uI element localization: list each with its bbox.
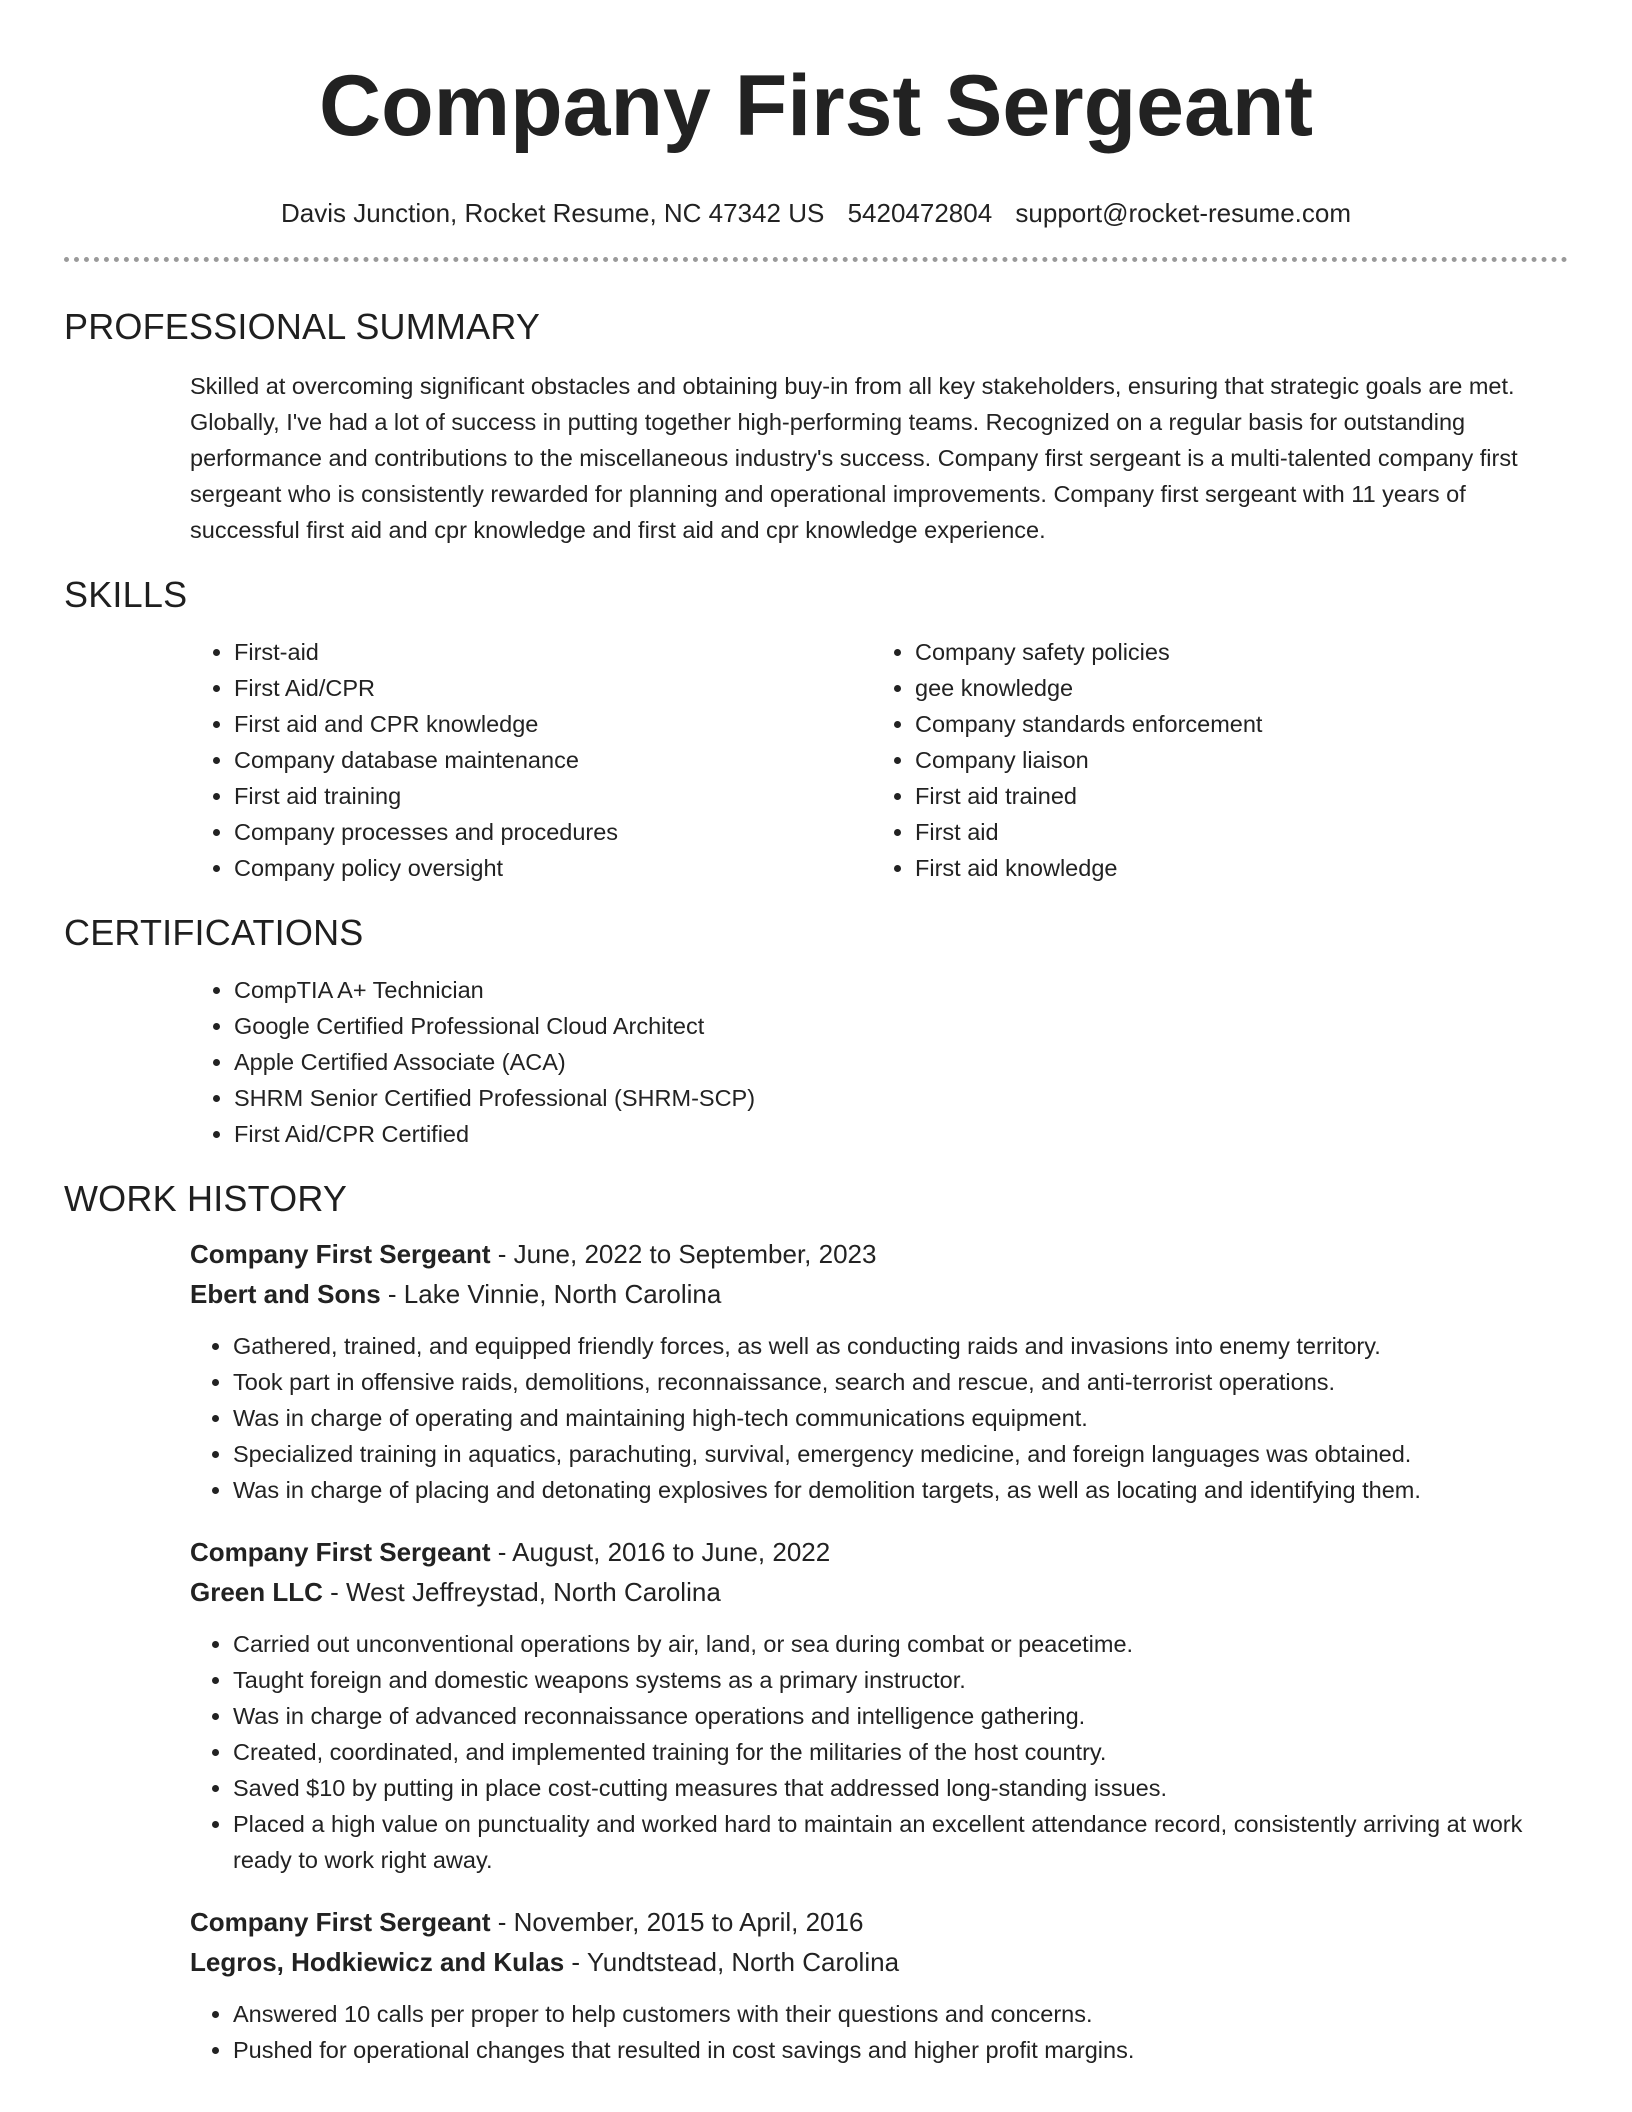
list-item: • Company safety policies <box>915 634 1552 670</box>
job-entry <box>190 1234 1552 1508</box>
list-item: • Company database maintenance <box>234 742 871 778</box>
list-item: • Company processes and procedures <box>234 814 871 850</box>
job-role: Company First Sergeant <box>190 1239 491 1269</box>
list-item: • Was in charge of placing and detonating explosives for demolition targets, as well as locating and identifying them. <box>233 1472 1552 1508</box>
contact-line <box>0 198 1632 229</box>
job-company-line <box>190 1572 1552 1612</box>
skills-section <box>190 634 1552 886</box>
list-item: • Created, coordinated, and implemented training for the militaries of the host country. <box>233 1734 1552 1770</box>
job-title-line <box>190 1532 1552 1572</box>
certifications-list <box>190 972 1552 1152</box>
job-dates: - June, 2022 to September, 2023 <box>490 1239 877 1269</box>
job-title-line <box>190 1902 1552 1942</box>
list-item: • SHRM Senior Certified Professional (SHRM-SCP) <box>234 1080 1552 1116</box>
job-company-line <box>190 1274 1552 1314</box>
list-item: • First aid and CPR knowledge <box>234 706 871 742</box>
contact-address: Davis Junction, Rocket Resume, NC 47342 US <box>280 198 825 228</box>
list-item: • First aid training <box>234 778 871 814</box>
job-entry <box>190 1532 1552 1878</box>
list-item: • Google Certified Professional Cloud Architect <box>234 1008 1552 1044</box>
list-item: • Apple Certified Associate (ACA) <box>234 1044 1552 1080</box>
work-history-heading: WORK HISTORY <box>64 1178 348 1219</box>
list-item: • First aid knowledge <box>915 850 1552 886</box>
list-item: • CompTIA A+ Technician <box>234 972 1552 1008</box>
certifications-section <box>190 972 1552 1152</box>
certifications-heading: CERTIFICATIONS <box>64 912 364 953</box>
list-item: • First-aid <box>234 634 871 670</box>
list-item: • First Aid/CPR Certified <box>234 1116 1552 1152</box>
contact-phone: 5420472804 <box>847 198 993 228</box>
list-item: • First aid trained <box>915 778 1552 814</box>
list-item: • Placed a high value on punctuality and worked hard to maintain an excellent attendance record, consistently arriving at work ready to work right away. <box>233 1806 1552 1878</box>
summary-section <box>190 368 1552 548</box>
job-entry <box>190 1902 1552 2068</box>
resume-name: Company First Sergeant <box>319 58 1313 154</box>
job-company: Green LLC <box>190 1577 323 1607</box>
skills-heading: SKILLS <box>64 574 188 615</box>
contact-email: support@rocket-resume.com <box>1015 198 1352 228</box>
list-item: • Was in charge of operating and maintaining high-tech communications equipment. <box>233 1400 1552 1436</box>
job-location: - Yundtstead, North Carolina <box>564 1947 900 1977</box>
skills-list-right <box>871 634 1552 886</box>
job-role: Company First Sergeant <box>190 1537 491 1567</box>
job-location: - West Jeffreystad, North Carolina <box>322 1577 721 1607</box>
job-dates: - August, 2016 to June, 2022 <box>490 1537 831 1567</box>
list-item: • Answered 10 calls per proper to help customers with their questions and concerns. <box>233 1996 1552 2032</box>
list-item: • Pushed for operational changes that resulted in cost savings and higher profit margins. <box>233 2032 1552 2068</box>
list-item: • Saved $10 by putting in place cost-cutting measures that addressed long-standing issues. <box>233 1770 1552 1806</box>
job-company: Ebert and Sons <box>190 1279 381 1309</box>
job-dates: - November, 2015 to April, 2016 <box>490 1907 864 1937</box>
list-item: • Gathered, trained, and equipped friendly forces, as well as conducting raids and invasions into enemy territory. <box>233 1328 1552 1364</box>
list-item: • Specialized training in aquatics, parachuting, survival, emergency medicine, and foreign languages was obtained. <box>233 1436 1552 1472</box>
work-history-section <box>190 1234 1552 2068</box>
job-role: Company First Sergeant <box>190 1907 491 1937</box>
list-item: • Took part in offensive raids, demolitions, reconnaissance, search and rescue, and anti-terrorist operations. <box>233 1364 1552 1400</box>
job-company-line <box>190 1942 1552 1982</box>
list-item: • Carried out unconventional operations by air, land, or sea during combat or peacetime. <box>233 1626 1552 1662</box>
list-item: • Taught foreign and domestic weapons systems as a primary instructor. <box>233 1662 1552 1698</box>
summary-text: Skilled at overcoming significant obstacles and obtaining buy-in from all key stakeholders, ensuring that strategic goals are met. Globally, I've had a lot of success in putting together high-performing teams. Recognized on a regular basis for outstanding performance and contributions to the miscellaneous industry's success. Company first sergeant is a multi-talented company first sergeant who is consistently rewarded for planning and operational improvements. Company first sergeant with 11 years of successful first aid and cpr knowledge and first aid and cpr knowledge experience. <box>190 373 1518 543</box>
list-item: • First Aid/CPR <box>234 670 871 706</box>
job-bullets <box>189 1626 1552 1878</box>
list-item: • Was in charge of advanced reconnaissance operations and intelligence gathering. <box>233 1698 1552 1734</box>
header-divider <box>64 257 1568 262</box>
list-item: • Company liaison <box>915 742 1552 778</box>
summary-heading: PROFESSIONAL SUMMARY <box>64 306 541 347</box>
job-company: Legros, Hodkiewicz and Kulas <box>190 1947 565 1977</box>
job-bullets <box>189 1328 1552 1508</box>
job-title-line <box>190 1234 1552 1274</box>
skills-list-left <box>190 634 871 886</box>
job-bullets <box>189 1996 1552 2068</box>
list-item: • gee knowledge <box>915 670 1552 706</box>
list-item: • First aid <box>915 814 1552 850</box>
list-item: • Company policy oversight <box>234 850 871 886</box>
job-location: - Lake Vinnie, North Carolina <box>380 1279 722 1309</box>
list-item: • Company standards enforcement <box>915 706 1552 742</box>
